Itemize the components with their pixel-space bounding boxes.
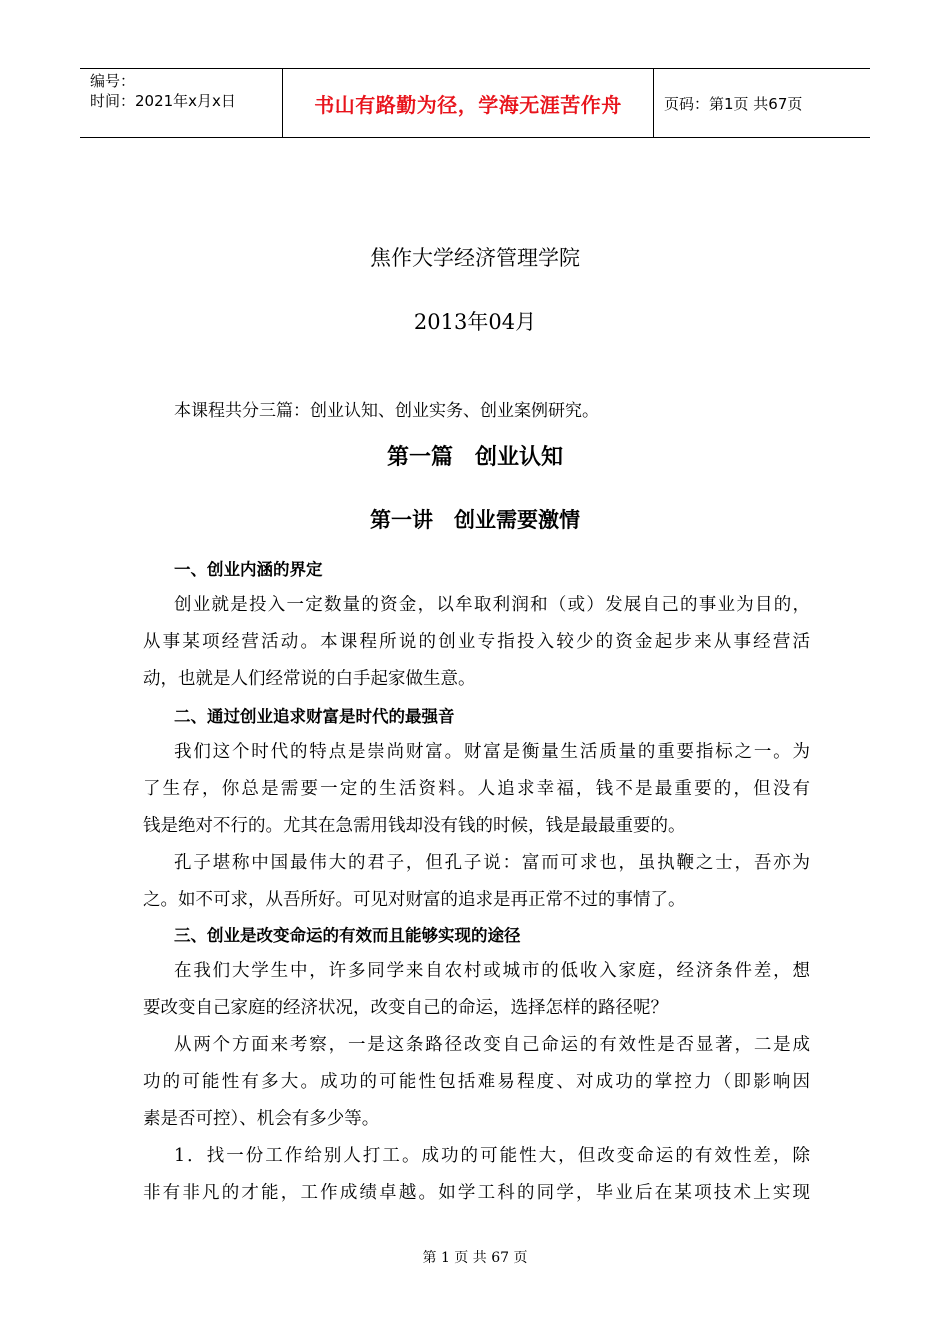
paragraph-line: 孔子堪称中国最伟大的君子，但孔子说：富而可求也，虽执鞭之士，吾亦为	[174, 853, 810, 873]
paragraph-line: 之。如不可求，从吾所好。可见对财富的追求是再正常不过的事情了。	[143, 890, 686, 910]
section-3-heading: 三、创业是改变命运的有效而且能够实现的途径	[174, 926, 521, 945]
paragraph-line: 素是否可控）、机会有多少等。	[143, 1109, 380, 1129]
paragraph-line: 在我们大学生中，许多同学来自农村或城市的低收入家庭，经济条件差，想	[174, 961, 810, 981]
lecture-title: 第一讲 创业需要激情	[370, 508, 580, 532]
section-2-heading: 二、通过创业追求财富是时代的最强音	[174, 707, 455, 726]
paragraph-line: 动，也就是人们经常说的白手起家做生意。	[143, 669, 476, 689]
paragraph-line: 从事某项经营活动。本课程所说的创业专指投入较少的资金起步来从事经营活	[143, 632, 810, 652]
document-date: 2013年04月	[413, 310, 537, 334]
part-title: 第一篇 创业认知	[386, 445, 563, 470]
page-footer: 第 1 页 共 67 页	[422, 1250, 528, 1266]
header-meta-cell	[80, 69, 282, 137]
paragraph-line: 要改变自己家庭的经济状况，改变自己的命运，选择怎样的路径呢？	[143, 998, 668, 1018]
paragraph-line: 1．找一份工作给别人打工。成功的可能性大，但改变命运的有效性差，除	[174, 1146, 810, 1166]
paragraph-line: 我们这个时代的特点是崇尚财富。财富是衡量生活质量的重要指标之一。为	[174, 742, 810, 762]
number-label: 编号：	[90, 72, 136, 90]
motto: 书山有路勤为径，学海无涯苦作舟	[282, 69, 654, 137]
section-1-heading: 一、创业内涵的界定	[174, 560, 323, 579]
paragraph-line: 创业就是投入一定数量的资金，以牟取利润和（或）发展自己的事业为目的，	[174, 595, 810, 615]
paragraph-line: 了生存，你总是需要一定的生活资料。人追求幸福，钱不是最重要的，但没有	[143, 779, 810, 799]
school-name: 焦作大学经济管理学院	[370, 246, 580, 270]
time-label: 时间：2021年x月x日	[90, 92, 236, 110]
paragraph-line: 从两个方面来考察，一是这条路径改变自己命运的有效性是否显著，二是成	[174, 1035, 810, 1055]
header-table	[80, 68, 870, 138]
page-code: 页码：第1页 共67页	[664, 94, 803, 113]
paragraph-line: 功的可能性有多大。成功的可能性包括难易程度、对成功的掌控力（即影响因	[143, 1072, 810, 1092]
paragraph-line: 钱是绝对不行的。尤其在急需用钱却没有钱的时候，钱是最最重要的。	[143, 816, 686, 836]
intro-text: 本课程共分三篇：创业认知、创业实务、创业案例研究。	[174, 401, 599, 421]
paragraph-line: 非有非凡的才能，工作成绩卓越。如学工科的同学，毕业后在某项技术上实现	[143, 1183, 810, 1203]
